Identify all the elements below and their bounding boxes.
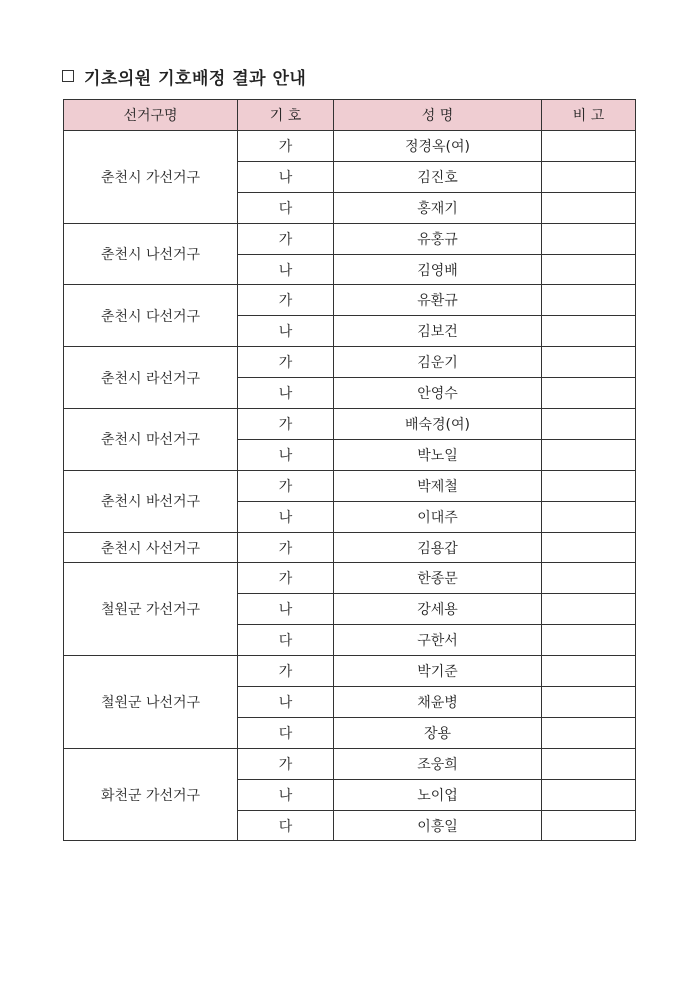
candidate-name-cell: 유홍규 xyxy=(334,223,542,254)
symbol-cell: 다 xyxy=(238,810,334,841)
district-name-cell: 철원군 가선거구 xyxy=(64,563,238,656)
candidate-name-cell: 박노일 xyxy=(334,439,542,470)
table-row xyxy=(64,470,636,501)
candidate-name-cell: 김보건 xyxy=(334,316,542,347)
note-cell xyxy=(542,594,636,625)
symbol-cell: 가 xyxy=(238,285,334,316)
symbol-cell: 나 xyxy=(238,439,334,470)
district-name-cell: 화천군 가선거구 xyxy=(64,748,238,841)
candidate-name-cell: 정경옥(여) xyxy=(334,131,542,162)
candidate-name-cell: 구한서 xyxy=(334,625,542,656)
candidate-name-cell: 박기준 xyxy=(334,656,542,687)
note-cell xyxy=(542,409,636,440)
checkbox-square-icon xyxy=(62,70,74,82)
district-name-cell: 춘천시 라선거구 xyxy=(64,347,238,409)
district-name-cell: 춘천시 마선거구 xyxy=(64,409,238,471)
symbol-cell: 나 xyxy=(238,779,334,810)
symbol-cell: 가 xyxy=(238,470,334,501)
candidate-name-cell: 김운기 xyxy=(334,347,542,378)
table-row xyxy=(64,656,636,687)
symbol-cell: 다 xyxy=(238,625,334,656)
note-cell xyxy=(542,532,636,563)
document-title: 기초의원 기호배정 결과 안내 xyxy=(84,68,307,89)
candidate-name-cell: 안영수 xyxy=(334,378,542,409)
district-name-cell: 춘천시 사선거구 xyxy=(64,532,238,563)
district-name-cell: 철원군 나선거구 xyxy=(64,656,238,749)
note-cell xyxy=(542,687,636,718)
symbol-cell: 다 xyxy=(238,192,334,223)
table-row xyxy=(64,347,636,378)
candidate-name-cell: 한종문 xyxy=(334,563,542,594)
symbol-cell: 가 xyxy=(238,748,334,779)
election-symbol-table xyxy=(63,99,636,841)
table-row xyxy=(64,748,636,779)
note-cell xyxy=(542,131,636,162)
candidate-name-cell: 장용 xyxy=(334,717,542,748)
symbol-cell: 가 xyxy=(238,409,334,440)
symbol-cell: 가 xyxy=(238,563,334,594)
table-row xyxy=(64,131,636,162)
note-cell xyxy=(542,501,636,532)
header-name: 성 명 xyxy=(334,100,542,131)
note-cell xyxy=(542,439,636,470)
candidate-name-cell: 박제철 xyxy=(334,470,542,501)
symbol-cell: 나 xyxy=(238,378,334,409)
symbol-cell: 나 xyxy=(238,687,334,718)
candidate-name-cell: 이흥일 xyxy=(334,810,542,841)
note-cell xyxy=(542,316,636,347)
candidate-name-cell: 배숙경(여) xyxy=(334,409,542,440)
note-cell xyxy=(542,717,636,748)
candidate-name-cell: 유환규 xyxy=(334,285,542,316)
symbol-cell: 나 xyxy=(238,316,334,347)
symbol-cell: 가 xyxy=(238,656,334,687)
note-cell xyxy=(542,810,636,841)
note-cell xyxy=(542,470,636,501)
candidate-name-cell: 홍재기 xyxy=(334,192,542,223)
header-district: 선거구명 xyxy=(64,100,238,131)
note-cell xyxy=(542,563,636,594)
candidate-name-cell: 이대주 xyxy=(334,501,542,532)
district-name-cell: 춘천시 나선거구 xyxy=(64,223,238,285)
symbol-cell: 가 xyxy=(238,131,334,162)
symbol-cell: 나 xyxy=(238,254,334,285)
note-cell xyxy=(542,223,636,254)
candidate-name-cell: 김용갑 xyxy=(334,532,542,563)
note-cell xyxy=(542,192,636,223)
symbol-cell: 다 xyxy=(238,717,334,748)
document-title-row xyxy=(62,64,306,88)
note-cell xyxy=(542,378,636,409)
candidate-name-cell: 노이업 xyxy=(334,779,542,810)
header-note: 비 고 xyxy=(542,100,636,131)
table-row xyxy=(64,532,636,563)
symbol-cell: 가 xyxy=(238,532,334,563)
note-cell xyxy=(542,779,636,810)
note-cell xyxy=(542,285,636,316)
candidate-name-cell: 김영배 xyxy=(334,254,542,285)
symbol-cell: 나 xyxy=(238,161,334,192)
symbol-cell: 나 xyxy=(238,501,334,532)
candidate-name-cell: 강세용 xyxy=(334,594,542,625)
district-name-cell: 춘천시 가선거구 xyxy=(64,131,238,224)
table-row xyxy=(64,223,636,254)
symbol-cell: 나 xyxy=(238,594,334,625)
note-cell xyxy=(542,748,636,779)
candidate-name-cell: 김진호 xyxy=(334,161,542,192)
candidate-name-cell: 조웅희 xyxy=(334,748,542,779)
table-header-row xyxy=(64,100,636,131)
note-cell xyxy=(542,161,636,192)
header-symbol: 기 호 xyxy=(238,100,334,131)
candidate-name-cell: 채윤병 xyxy=(334,687,542,718)
symbol-cell: 가 xyxy=(238,223,334,254)
district-name-cell: 춘천시 바선거구 xyxy=(64,470,238,532)
symbol-cell: 가 xyxy=(238,347,334,378)
district-name-cell: 춘천시 다선거구 xyxy=(64,285,238,347)
table-row xyxy=(64,409,636,440)
note-cell xyxy=(542,347,636,378)
table-row xyxy=(64,285,636,316)
note-cell xyxy=(542,625,636,656)
note-cell xyxy=(542,254,636,285)
table-row xyxy=(64,563,636,594)
table-body xyxy=(64,131,636,841)
note-cell xyxy=(542,656,636,687)
